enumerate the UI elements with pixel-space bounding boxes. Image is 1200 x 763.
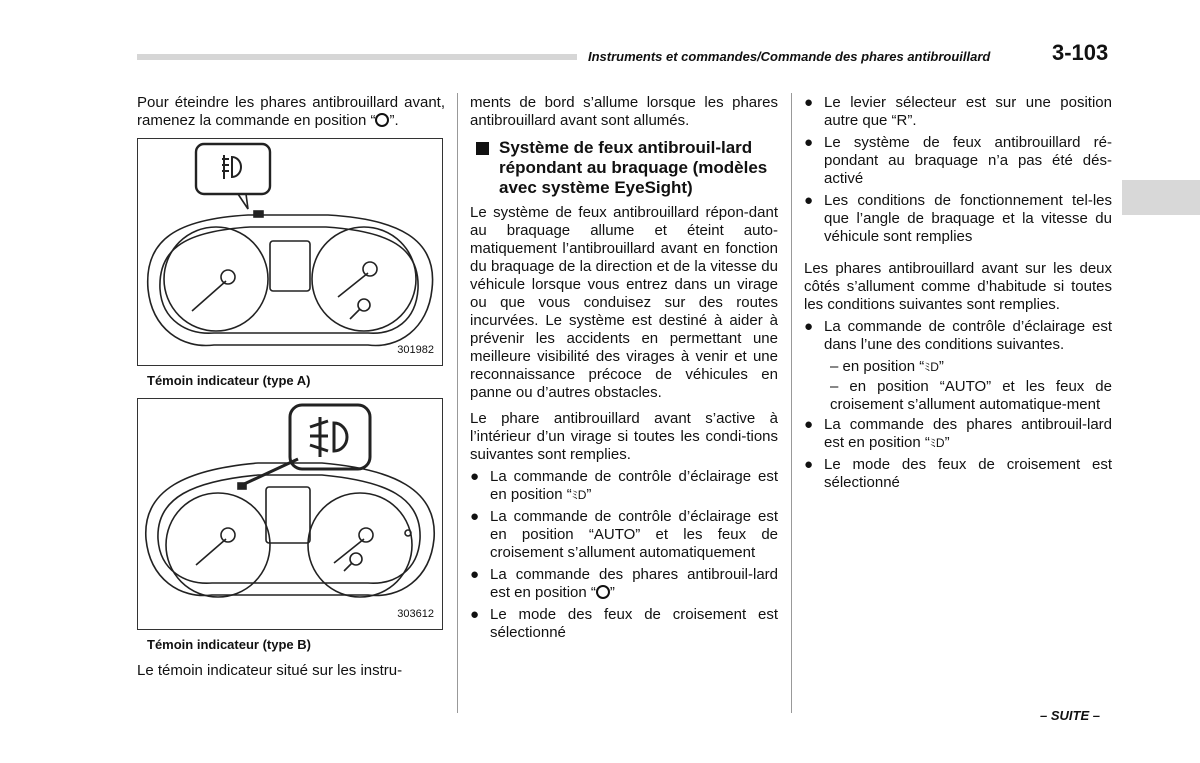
list-item — [804, 192, 1112, 246]
list-item-text: Le mode des feux de croisement est sélectionné — [824, 456, 1112, 491]
off-position-icon — [375, 113, 389, 127]
list-item — [804, 456, 1112, 492]
list-item-text-b: ” — [944, 434, 950, 451]
list-item — [804, 94, 1112, 130]
intro-text: Pour éteindre les phares antibrouillard avant, ramenez la commande en position “ — [137, 94, 445, 129]
sub-list-item: – en position “AUTO” et les feux de croisement s’allument automatique-ment — [830, 378, 1112, 413]
outro-paragraph: Le témoin indicateur situé sur les instru- — [137, 662, 403, 679]
column-2 — [470, 94, 778, 646]
list-item-text: Le mode des feux de croisement est sélectionné — [490, 606, 778, 641]
column-3 — [804, 94, 1112, 496]
list-item-text-a: La commande des phares antibrouil-lard est en position “ — [824, 416, 1112, 451]
bullet-icon: ● — [804, 94, 814, 111]
square-bullet-icon — [476, 142, 489, 155]
list-item-text — [490, 566, 778, 602]
list-item-text: La commande de contrôle d’éclairage est dans l’une des conditions suivantes. — [824, 318, 1112, 353]
list-item-text-b: ” — [609, 584, 615, 601]
sub-list-item — [804, 358, 1112, 376]
page-number: 3-103 — [1052, 40, 1109, 65]
chapter-tab — [1122, 180, 1200, 215]
headlamp-icon: ﾐD — [924, 360, 939, 374]
figure-b-caption: Témoin indicateur (type B) — [147, 637, 311, 652]
continued-marker: – SUITE – — [1040, 708, 1100, 723]
intro-text-end: ”. — [389, 112, 399, 129]
figure-type-b — [137, 398, 443, 630]
bullet-icon: ● — [470, 508, 480, 525]
intro-paragraph — [137, 94, 445, 130]
list-item-text: Le système de feux antibrouillard ré-pondant au braquage n’a pas été dés-activé — [824, 134, 1112, 187]
bullet-icon: ● — [804, 456, 814, 473]
figure-a-number: 301982 — [397, 344, 434, 356]
column-divider — [791, 93, 792, 713]
header-rule — [137, 54, 577, 60]
column-divider — [457, 93, 458, 713]
list-item-text: Les conditions de fonctionnement tel-les que l’angle de braquage et la vitesse du véhicule sont remplies — [824, 192, 1112, 245]
header-title: Instruments et commandes/Commande des phares antibrouillard — [588, 49, 991, 64]
bullet-icon: ● — [470, 468, 480, 485]
paragraph: Le phare antibrouillard avant s’active à l’intérieur d’un virage si toutes les condi-tions suivantes sont remplies. — [470, 410, 778, 463]
bullet-icon: ● — [470, 566, 480, 583]
list-item — [470, 468, 778, 504]
bullet-icon: ● — [804, 416, 814, 433]
bullet-icon: ● — [804, 192, 814, 209]
headlamp-icon: ﾐD — [571, 488, 587, 502]
bullet-icon: ● — [470, 606, 480, 623]
continued-paragraph: ments de bord s’allume lorsque les phares antibrouillard avant sont allumés. — [470, 94, 778, 129]
paragraph: Le système de feux antibrouillard répon-dant au braquage allume et éteint auto-matiquement l’antibrouillard avant en fonction du braquage de la direction et de la vitesse du véhicule lorsque vous entrez dans un virage ou que vous conduisez sur des routes incurvées. Le système est destiné à aider à prévenir les accidents en permettant une meilleure visibilité des virages à venir et une reconnaissance précoce de véhicules en panne ou d’autres obstacles. — [470, 204, 778, 401]
column-1 — [137, 94, 445, 688]
section-heading — [470, 138, 778, 198]
paragraph: Les phares antibrouillard avant sur les deux côtés s’allument comme d’habitude si toutes les conditions suivantes sont remplies. — [804, 260, 1112, 313]
figure-a-caption: Témoin indicateur (type A) — [147, 373, 311, 388]
bullet-icon: ● — [804, 134, 814, 151]
sub-list-item-text-a: – en position “ — [830, 358, 925, 375]
list-item-text: Le levier sélecteur est sur une position autre que “R”. — [824, 94, 1112, 129]
figure-type-a — [137, 138, 443, 366]
list-item — [470, 606, 778, 642]
sub-list-item-text-b: ” — [938, 358, 944, 375]
list-item-text — [490, 468, 778, 504]
section-heading-text: Système de feux antibrouil-lard répondant au braquage (modèles avec système EyeSight) — [499, 138, 768, 197]
instrument-cluster-a-illustration — [138, 139, 442, 365]
list-item — [804, 134, 1112, 188]
bullet-icon: ● — [804, 318, 814, 335]
list-item-text — [824, 416, 1112, 452]
instrument-cluster-b-illustration — [138, 399, 442, 629]
list-item-text-b: ” — [586, 486, 592, 503]
figure-b-number: 303612 — [397, 608, 434, 620]
list-item-text-a: La commande des phares antibrouil-lard est en position “ — [490, 566, 778, 601]
list-item-text: La commande de contrôle d’éclairage est en position “AUTO” et les feux de croisement s’allument automatiquement — [490, 508, 778, 561]
list-item — [804, 318, 1112, 354]
list-item — [470, 508, 778, 562]
list-item — [804, 416, 1112, 452]
off-position-icon — [596, 585, 610, 599]
list-item — [470, 566, 778, 602]
list-item-text-a: La commande de contrôle d’éclairage est en position “ — [490, 468, 778, 503]
fog-lamp-icon: ﾐD — [929, 436, 945, 450]
